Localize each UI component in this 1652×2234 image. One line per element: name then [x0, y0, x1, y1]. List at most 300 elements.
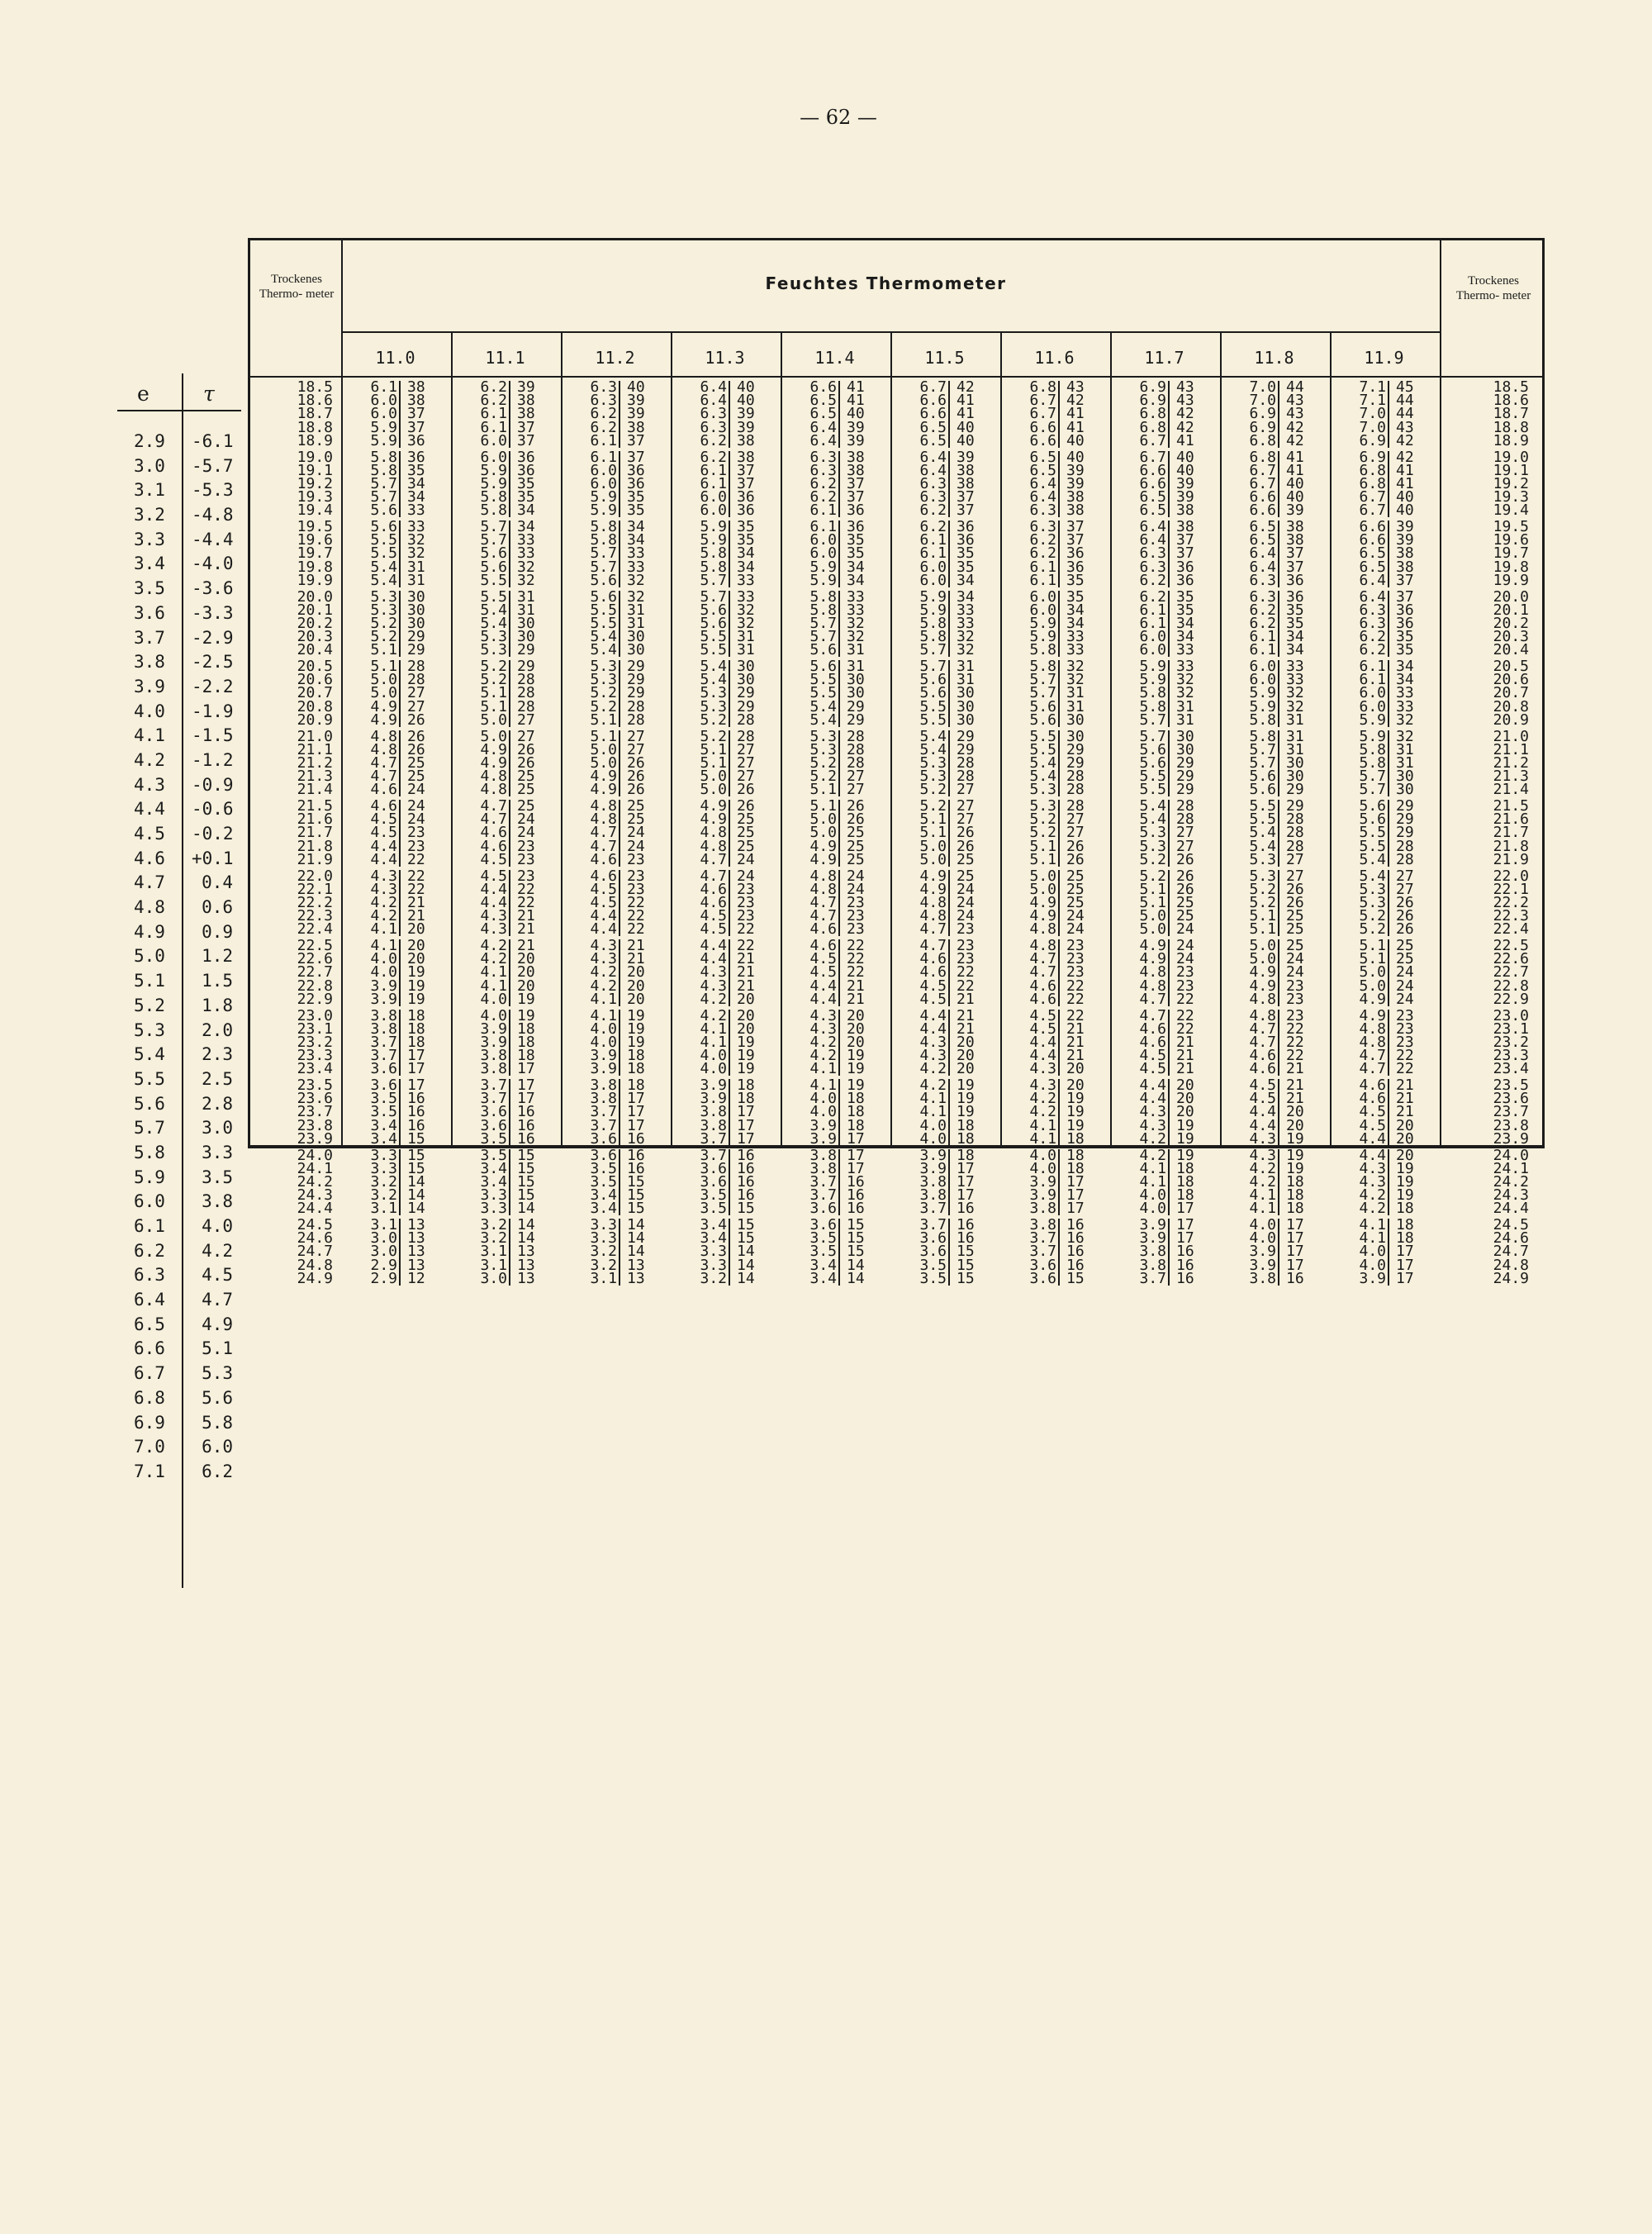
vapor-pressure: 2.9	[353, 1272, 401, 1286]
vapor-pressure: 7.1	[1341, 381, 1389, 394]
relative-humidity: 24	[957, 893, 975, 911]
relative-humidity: 27	[1396, 867, 1414, 885]
value-cell	[682, 1269, 790, 1287]
vapor-pressure-value: 5.6	[134, 1093, 165, 1114]
vapor-pressure: 5.6	[682, 604, 730, 617]
vapor-pressure: 4.8	[1341, 1036, 1389, 1049]
relative-humidity: 37	[1286, 544, 1304, 563]
value-cell	[1122, 571, 1230, 589]
vapor-pressure-value: 6.8	[134, 1387, 165, 1408]
relative-humidity: 20	[517, 963, 535, 982]
relative-humidity: 40	[737, 378, 755, 396]
vapor-pressure: 4.7	[463, 800, 510, 813]
vapor-pressure-value: 4.4	[134, 799, 165, 820]
relative-humidity: 15	[957, 1269, 975, 1287]
relative-humidity: 18	[957, 1129, 975, 1148]
vapor-pressure: 6.9	[1122, 381, 1170, 394]
table-row	[250, 1172, 1542, 1191]
vapor-pressure: 3.6	[353, 1062, 401, 1076]
vapor-pressure: 6.6	[1012, 421, 1060, 435]
vapor-pressure: 5.5	[463, 574, 510, 587]
vapor-pressure: 5.7	[1232, 757, 1279, 770]
vapor-pressure: 6.1	[1341, 673, 1389, 687]
relative-humidity: 23	[737, 880, 755, 898]
vapor-pressure: 4.5	[792, 953, 840, 966]
relative-humidity: 39	[1176, 474, 1194, 492]
vapor-pressure: 4.9	[572, 770, 620, 783]
relative-humidity: 27	[737, 768, 755, 786]
vapor-pressure: 5.0	[1012, 870, 1060, 883]
vapor-pressure: 5.3	[572, 660, 620, 673]
vapor-pressure: 6.0	[1341, 701, 1389, 714]
value-cell	[1012, 990, 1120, 1008]
relative-humidity: 16	[517, 1116, 535, 1134]
value-cell	[353, 990, 461, 1008]
dew-point-value: -3.3	[192, 602, 234, 623]
relative-humidity: 39	[737, 418, 755, 436]
vapor-pressure: 4.5	[1012, 1010, 1060, 1023]
relative-humidity: 12	[407, 1269, 425, 1287]
vapor-pressure: 4.1	[1012, 1119, 1060, 1133]
relative-humidity: 17	[517, 1090, 535, 1108]
vapor-pressure: 5.7	[1012, 687, 1060, 700]
vapor-pressure: 5.5	[353, 547, 401, 560]
dry-temp-left: 21.4	[297, 781, 333, 799]
vapor-pressure: 3.7	[463, 1079, 510, 1092]
vapor-pressure: 5.2	[792, 757, 840, 770]
vapor-pressure: 6.2	[792, 478, 840, 491]
vapor-pressure: 4.0	[353, 953, 401, 966]
relative-humidity: 35	[957, 558, 975, 576]
vapor-pressure: 6.2	[572, 421, 620, 435]
vapor-pressure: 3.9	[792, 1119, 840, 1133]
relative-humidity: 22	[847, 937, 865, 954]
relative-humidity: 31	[627, 614, 645, 632]
relative-humidity: 23	[1066, 937, 1085, 954]
dew-point-value: 3.8	[202, 1191, 233, 1212]
vapor-pressure: 5.6	[463, 547, 510, 560]
relative-humidity: 39	[1286, 501, 1304, 520]
vapor-pressure: 3.8	[792, 1149, 840, 1162]
vapor-pressure: 3.6	[572, 1133, 620, 1146]
vapor-pressure: 5.0	[1341, 980, 1389, 993]
relative-humidity: 39	[957, 448, 975, 466]
relative-humidity: 25	[737, 837, 755, 855]
vapor-pressure: 5.4	[902, 744, 950, 757]
vapor-pressure: 5.7	[902, 644, 950, 657]
side-table-row	[117, 1092, 241, 1117]
vapor-pressure-value: 6.7	[134, 1363, 165, 1384]
relative-humidity: 18	[847, 1103, 865, 1121]
vapor-pressure-value: 4.0	[134, 701, 165, 721]
relative-humidity: 27	[517, 727, 535, 745]
vapor-pressure: 5.9	[463, 478, 510, 491]
relative-humidity: 16	[627, 1129, 645, 1148]
table-row	[250, 630, 1542, 644]
relative-humidity: 35	[1396, 628, 1414, 646]
vapor-pressure: 4.9	[902, 870, 950, 883]
relative-humidity: 26	[1176, 867, 1194, 885]
vapor-pressure: 4.1	[1232, 1189, 1279, 1202]
relative-humidity: 39	[627, 392, 645, 410]
relative-humidity: 18	[1176, 1172, 1194, 1191]
dry-temp-left: 19.3	[297, 488, 333, 506]
relative-humidity: 25	[627, 810, 645, 829]
vapor-pressure: 5.8	[463, 491, 510, 504]
vapor-pressure: 4.4	[792, 980, 840, 993]
value-cell	[792, 711, 900, 729]
relative-humidity: 23	[847, 907, 865, 925]
vapor-pressure: 4.3	[1122, 1119, 1170, 1133]
vapor-pressure: 4.3	[682, 966, 730, 979]
relative-humidity: 18	[957, 1146, 975, 1164]
dry-temp-right: 21.7	[1493, 824, 1529, 842]
relative-humidity: 15	[517, 1159, 535, 1177]
relative-humidity: 19	[737, 1047, 755, 1065]
vapor-pressure-value: 5.9	[134, 1167, 165, 1187]
vapor-pressure: 4.9	[1232, 966, 1279, 979]
relative-humidity: 27	[517, 711, 535, 729]
row-group	[250, 1079, 1542, 1146]
table-row	[250, 1105, 1542, 1119]
relative-humidity: 42	[1286, 431, 1304, 449]
dry-temp-left: 20.0	[297, 587, 333, 606]
value-cell	[902, 781, 1010, 799]
relative-humidity: 33	[627, 544, 645, 563]
vapor-pressure: 5.7	[682, 591, 730, 604]
vapor-pressure: 5.5	[902, 714, 950, 727]
vapor-pressure: 4.3	[1122, 1105, 1170, 1119]
relative-humidity: 36	[1286, 571, 1304, 589]
vapor-pressure: 4.3	[353, 883, 401, 896]
vapor-pressure: 3.2	[353, 1176, 401, 1189]
dry-temp-right: 21.6	[1493, 810, 1529, 829]
relative-humidity: 19	[1396, 1159, 1414, 1177]
vapor-pressure: 3.9	[353, 993, 401, 1006]
relative-humidity: 31	[737, 641, 755, 659]
dew-point-value: 6.2	[202, 1461, 233, 1481]
relative-humidity: 37	[1396, 587, 1414, 606]
table-row	[250, 1243, 1542, 1261]
relative-humidity: 33	[737, 571, 755, 589]
vapor-pressure: 6.8	[1122, 407, 1170, 421]
vapor-pressure: 4.3	[792, 1023, 840, 1036]
vapor-pressure: 6.1	[682, 464, 730, 478]
dry-temp-left: 23.1	[297, 1020, 333, 1038]
relative-humidity: 41	[1066, 418, 1085, 436]
vapor-pressure: 6.8	[1232, 451, 1279, 464]
relative-humidity: 15	[737, 1200, 755, 1218]
vapor-pressure: 6.9	[1122, 394, 1170, 407]
relative-humidity: 19	[1176, 1146, 1194, 1164]
vapor-pressure: 4.7	[1122, 993, 1170, 1006]
vapor-pressure: 3.3	[353, 1149, 401, 1162]
vapor-pressure: 3.5	[792, 1232, 840, 1245]
value-cell	[1341, 990, 1450, 1008]
relative-humidity: 19	[1066, 1103, 1085, 1121]
vapor-pressure: 5.4	[1122, 800, 1170, 813]
vapor-pressure: 6.5	[902, 435, 950, 448]
vapor-pressure: 5.8	[1232, 714, 1279, 727]
relative-humidity: 25	[1396, 950, 1414, 968]
value-cell	[1341, 920, 1450, 939]
value-cell	[792, 571, 900, 589]
value-cell	[1122, 431, 1230, 449]
vapor-pressure: 6.8	[1012, 381, 1060, 394]
vapor-pressure: 5.4	[1232, 840, 1279, 853]
relative-humidity: 30	[407, 614, 425, 632]
relative-humidity: 26	[1286, 880, 1304, 898]
vapor-pressure: 5.9	[1232, 701, 1279, 714]
relative-humidity: 27	[1066, 824, 1085, 842]
vapor-pressure: 5.1	[1232, 910, 1279, 923]
dry-temp-left: 21.0	[297, 727, 333, 745]
side-table-row	[117, 797, 241, 822]
vapor-pressure: 4.2	[572, 980, 620, 993]
vapor-pressure: 3.8	[572, 1092, 620, 1105]
vapor-pressure: 3.9	[1341, 1272, 1389, 1286]
relative-humidity: 22	[1286, 1033, 1304, 1051]
vapor-pressure: 4.2	[682, 1010, 730, 1023]
side-table-header	[117, 373, 241, 411]
vapor-pressure: 5.2	[572, 687, 620, 700]
relative-humidity: 20	[737, 990, 755, 1008]
relative-humidity: 43	[1396, 418, 1414, 436]
relative-humidity: 33	[957, 601, 975, 619]
relative-humidity: 16	[627, 1159, 645, 1177]
relative-humidity: 33	[1176, 658, 1194, 675]
relative-humidity: 21	[1286, 1077, 1304, 1094]
dry-temp-right: 20.2	[1493, 614, 1529, 632]
psychrometric-table	[248, 238, 1545, 1287]
value-cell	[1122, 711, 1230, 729]
relative-humidity: 26	[957, 837, 975, 855]
vapor-pressure: 3.6	[902, 1245, 950, 1258]
vapor-pressure: 3.5	[792, 1245, 840, 1258]
vapor-pressure: 6.3	[902, 478, 950, 491]
vapor-pressure: 4.8	[353, 730, 401, 744]
dry-temp-left: 23.4	[297, 1060, 333, 1078]
dry-temp-left: 21.9	[297, 850, 333, 868]
relative-humidity: 32	[407, 544, 425, 563]
vapor-pressure: 5.2	[792, 770, 840, 783]
vapor-pressure: 4.8	[682, 826, 730, 839]
table-row	[250, 768, 1542, 786]
vapor-pressure: 5.1	[1341, 953, 1389, 966]
vapor-pressure: 4.5	[1122, 1049, 1170, 1062]
table-row	[250, 850, 1542, 868]
relative-humidity: 18	[627, 1047, 645, 1065]
vapor-pressure: 5.1	[353, 660, 401, 673]
relative-humidity: 14	[517, 1200, 535, 1218]
vapor-pressure: 6.1	[1232, 644, 1279, 657]
relative-humidity: 16	[957, 1216, 975, 1233]
dry-temp-right: 23.4	[1493, 1060, 1529, 1078]
vapor-pressure: 5.0	[353, 673, 401, 687]
relative-humidity: 29	[1396, 810, 1414, 829]
relative-humidity: 32	[1176, 684, 1194, 702]
vapor-pressure-value: 3.9	[134, 676, 165, 696]
relative-humidity: 19	[1286, 1129, 1304, 1148]
vapor-pressure: 4.8	[1122, 980, 1170, 993]
side-table-row	[117, 1460, 241, 1485]
relative-humidity: 37	[1396, 571, 1414, 589]
vapor-pressure: 3.2	[353, 1189, 401, 1202]
relative-humidity: 23	[847, 920, 865, 939]
relative-humidity: 43	[1286, 405, 1304, 423]
vapor-pressure: 3.7	[682, 1133, 730, 1146]
dry-temp-left: 21.8	[297, 837, 333, 855]
relative-humidity: 23	[627, 880, 645, 898]
dew-point-value: 1.8	[202, 995, 233, 1015]
relative-humidity: 38	[737, 431, 755, 449]
vapor-pressure: 5.0	[792, 813, 840, 826]
vapor-pressure: 4.9	[463, 744, 510, 757]
relative-humidity: 21	[1066, 1047, 1085, 1065]
vapor-pressure: 4.9	[353, 701, 401, 714]
relative-humidity: 16	[1066, 1216, 1085, 1233]
dry-temp-right: 23.3	[1493, 1047, 1529, 1065]
vapor-pressure-value: 5.7	[134, 1118, 165, 1138]
vapor-pressure: 5.2	[353, 630, 401, 644]
value-cell	[1232, 850, 1340, 868]
vapor-pressure: 3.9	[682, 1079, 730, 1092]
table-row	[250, 601, 1542, 619]
relative-humidity: 25	[407, 768, 425, 786]
relative-humidity: 22	[627, 920, 645, 939]
vapor-pressure: 4.3	[463, 910, 510, 923]
vapor-pressure-value: 4.2	[134, 749, 165, 770]
vapor-pressure: 4.7	[1232, 1036, 1279, 1049]
vapor-pressure: 5.7	[792, 617, 840, 630]
relative-humidity: 19	[1286, 1159, 1304, 1177]
vapor-pressure: 4.4	[1122, 1079, 1170, 1092]
relative-humidity: 44	[1286, 378, 1304, 396]
vapor-pressure: 4.2	[1341, 1189, 1389, 1202]
table-row	[250, 531, 1542, 549]
relative-humidity: 28	[407, 658, 425, 675]
value-cell	[463, 501, 571, 520]
relative-humidity: 18	[1176, 1186, 1194, 1205]
table-row	[250, 558, 1542, 576]
side-table-row	[117, 871, 241, 896]
vapor-pressure: 4.0	[572, 1023, 620, 1036]
vapor-pressure: 3.0	[463, 1272, 510, 1286]
value-cell	[463, 571, 571, 589]
vapor-pressure: 5.6	[682, 617, 730, 630]
value-cell	[1232, 990, 1340, 1008]
value-cell	[902, 711, 1010, 729]
relative-humidity: 16	[957, 1229, 975, 1248]
relative-humidity: 33	[517, 531, 535, 549]
table-row	[250, 461, 1542, 479]
relative-humidity: 31	[407, 558, 425, 576]
dry-temp-right: 20.8	[1493, 697, 1529, 715]
table-row	[250, 939, 1542, 953]
dew-point-value: 4.2	[202, 1240, 233, 1261]
value-cell	[1341, 1062, 1450, 1076]
vapor-pressure: 3.5	[682, 1202, 730, 1215]
dry-temp-left: 23.0	[297, 1006, 333, 1024]
vapor-pressure: 3.8	[1122, 1245, 1170, 1258]
vapor-pressure: 5.5	[792, 687, 840, 700]
vapor-pressure-value: 6.1	[134, 1216, 165, 1236]
vapor-pressure: 5.5	[1012, 730, 1060, 744]
vapor-pressure: 6.0	[1122, 644, 1170, 657]
relative-humidity: 31	[1066, 697, 1085, 715]
vapor-pressure: 5.1	[902, 826, 950, 839]
relative-humidity: 29	[517, 641, 535, 659]
relative-humidity: 33	[1066, 628, 1085, 646]
relative-humidity: 26	[737, 781, 755, 799]
vapor-pressure: 6.6	[902, 394, 950, 407]
relative-humidity: 23	[737, 907, 755, 925]
relative-humidity: 33	[1286, 671, 1304, 689]
vapor-pressure: 5.9	[792, 561, 840, 574]
relative-humidity: 20	[517, 977, 535, 995]
relative-humidity: 33	[1286, 658, 1304, 675]
relative-humidity: 27	[1396, 880, 1414, 898]
vapor-pressure: 4.1	[682, 1036, 730, 1049]
vapor-pressure: 6.2	[1122, 574, 1170, 587]
dry-temp-left: 22.0	[297, 867, 333, 885]
relative-humidity: 20	[517, 950, 535, 968]
column-divider	[1330, 331, 1332, 1145]
value-cell	[902, 641, 1010, 659]
vapor-pressure: 5.9	[1012, 630, 1060, 644]
vapor-pressure: 6.4	[792, 421, 840, 435]
relative-humidity: 21	[847, 990, 865, 1008]
vapor-pressure: 4.7	[1232, 1023, 1279, 1036]
vapor-pressure: 3.3	[463, 1189, 510, 1202]
relative-humidity: 28	[1286, 837, 1304, 855]
dry-temp-right: 22.8	[1493, 977, 1529, 995]
side-table-row	[117, 1386, 241, 1411]
vapor-pressure: 6.3	[682, 407, 730, 421]
vapor-pressure: 4.8	[1232, 1010, 1279, 1023]
side-table-row	[117, 650, 241, 675]
relative-humidity: 15	[737, 1229, 755, 1248]
vapor-pressure: 5.3	[1122, 826, 1170, 839]
vapor-pressure: 5.7	[1122, 730, 1170, 744]
relative-humidity: 20	[1066, 1077, 1085, 1094]
vapor-pressure: 6.1	[682, 478, 730, 491]
dew-point-value: 3.0	[202, 1118, 233, 1138]
vapor-pressure: 5.9	[1232, 687, 1279, 700]
relative-humidity: 18	[1066, 1129, 1085, 1148]
vapor-pressure: 5.0	[1232, 939, 1279, 953]
value-cell	[1341, 711, 1450, 729]
dew-point-value: -1.9	[192, 701, 234, 721]
relative-humidity: 17	[407, 1060, 425, 1078]
dry-temp-right: 19.0	[1493, 448, 1529, 466]
dry-temp-right: 21.4	[1493, 781, 1529, 799]
vapor-pressure: 3.7	[353, 1036, 401, 1049]
relative-humidity: 18	[737, 1077, 755, 1094]
dry-temp-left: 19.0	[297, 448, 333, 466]
value-cell	[463, 1200, 571, 1218]
relative-humidity: 19	[737, 1060, 755, 1078]
dry-temp-right: 24.6	[1493, 1229, 1529, 1248]
relative-humidity: 18	[407, 1020, 425, 1038]
relative-humidity: 38	[1286, 518, 1304, 535]
relative-humidity: 19	[847, 1060, 865, 1078]
side-table-row	[117, 822, 241, 847]
dry-temp-left: 24.1	[297, 1159, 333, 1177]
table-row	[250, 1186, 1542, 1205]
table-row	[250, 1033, 1542, 1051]
dry-temp-left: 20.4	[297, 641, 333, 659]
